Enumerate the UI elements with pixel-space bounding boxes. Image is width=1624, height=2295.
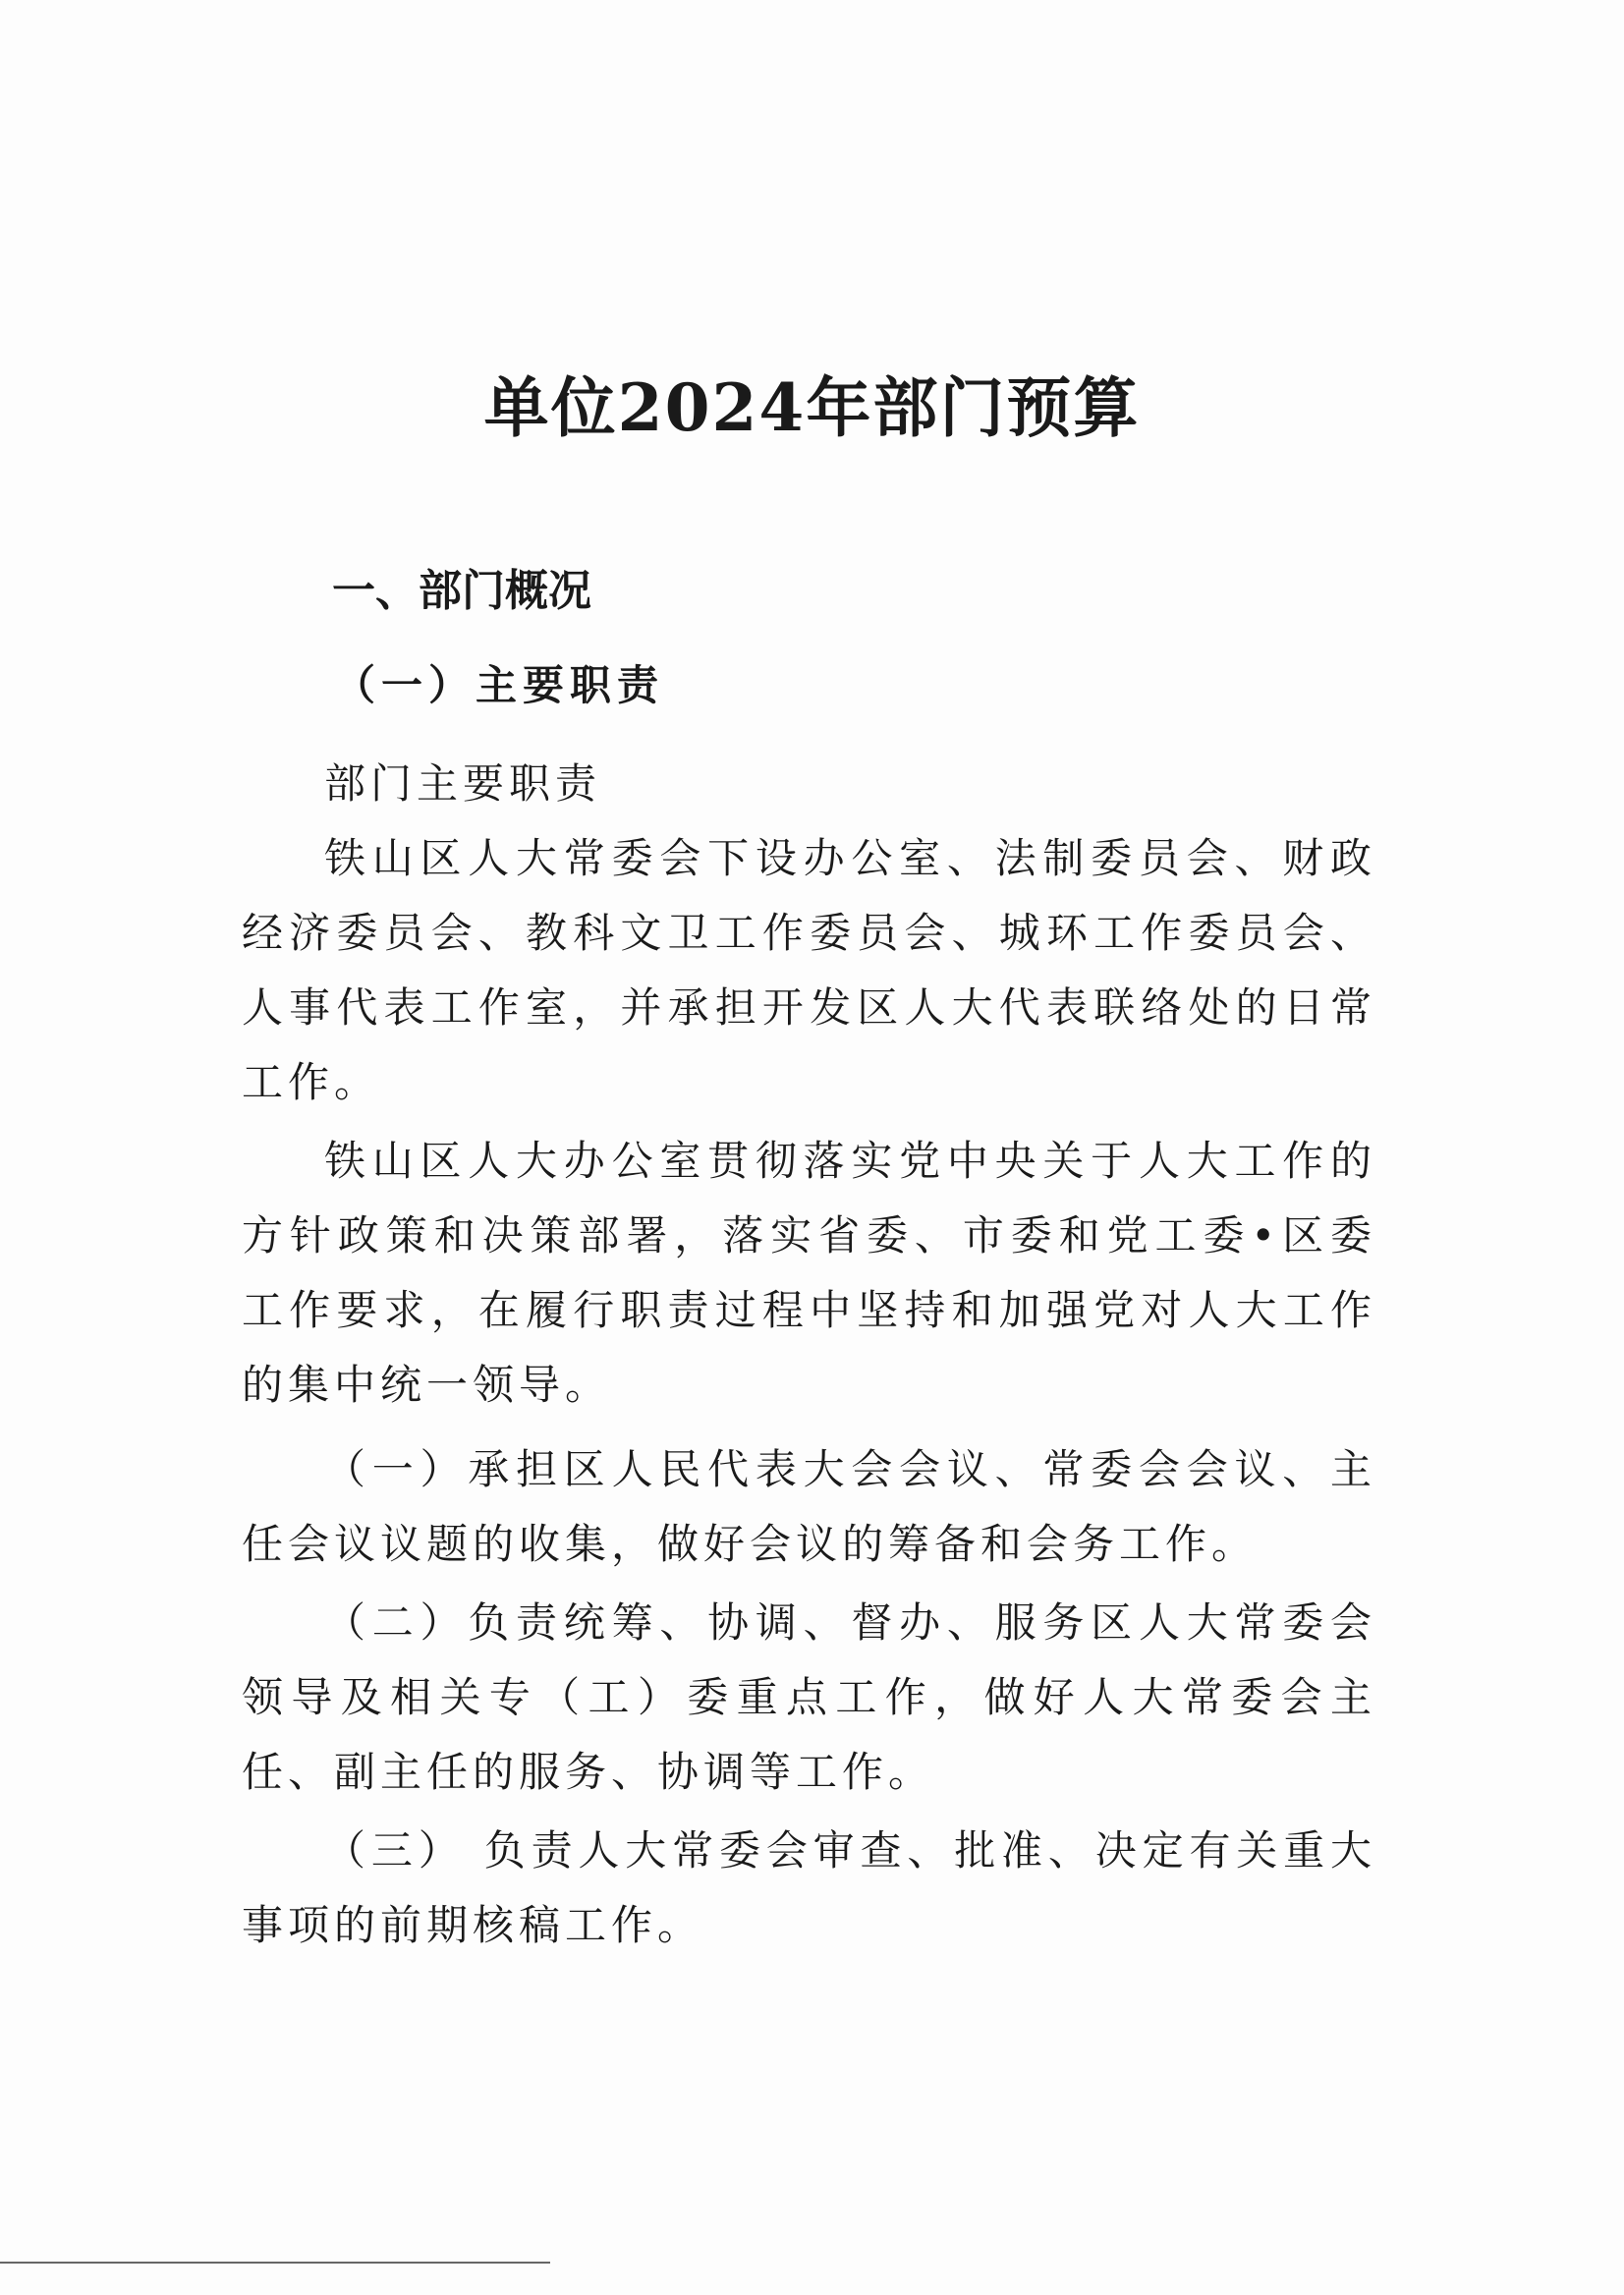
paragraph: 铁山区人大常委会下设办公室、法制委员会、财政经济委员会、教科文卫工作委员会、城环工作委员会、人事代表工作室，并承担开发区人大代表联络处的日常工作。 xyxy=(242,834,1376,1106)
paragraph: （一）承担区人民代表大会会议、常委会会议、主任会议议题的收集，做好会议的筹备和会务工作。 xyxy=(242,1445,1376,1568)
sub-heading: （一）主要职责 xyxy=(334,661,665,709)
section-heading: 一、部门概况 xyxy=(332,566,591,616)
body-text xyxy=(242,747,1376,1963)
page-title: 单位2024年部门预算 xyxy=(483,369,1141,446)
paragraph: 铁山区人大办公室贯彻落实党中央关于人大工作的方针政策和决策部署，落实省委、市委和党工委•区委工作要求，在履行职责过程中坚持和加强党对人大工作的集中统一领导。 xyxy=(242,1137,1376,1409)
footer-divider xyxy=(0,2262,550,2264)
paragraph-label: 部门主要职责 xyxy=(324,759,602,808)
paragraph: （三） 负责人大常委会审查、批准、决定有关重大事项的前期核稿工作。 xyxy=(242,1826,1376,1949)
paragraph: （二）负责统筹、协调、督办、服务区人大常委会领导及相关专（工）委重点工作，做好人大常委会主任、副主任的服务、协调等工作。 xyxy=(242,1598,1376,1796)
